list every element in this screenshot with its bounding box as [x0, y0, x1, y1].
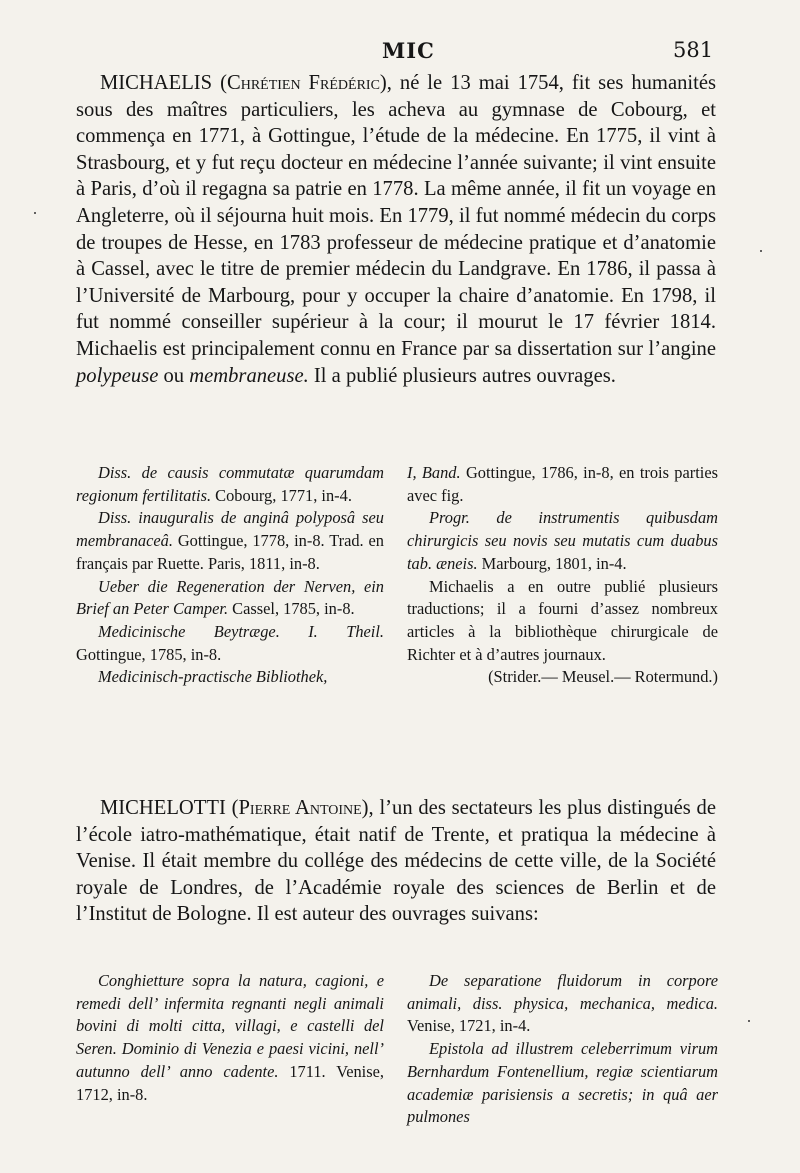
work-item	[76, 666, 384, 689]
work-item	[407, 970, 718, 1038]
entry-michaelis-body	[76, 70, 716, 389]
work-item	[76, 970, 384, 1106]
work-title: Diss. de causis commutatæ quarumdam regionum fertilitatis.	[76, 463, 384, 505]
scan-speck	[760, 250, 762, 252]
entry-italic-term: polypeuse	[76, 364, 159, 387]
work-item	[76, 462, 384, 507]
running-head: MIC	[382, 38, 435, 63]
page-header	[0, 38, 800, 68]
entry-text: , né le 13 mai 1754, fit ses humanités sous des maîtres particuliers, les acheva au gymnase de Cobourg, et commença en 1771, à Gottingue, l’étude de la médecine. En 1775, il vint à Strasbourg, et y fut reçu docteur en médecine l’année suivante; il vint ensuite à Paris, d’où il regagna sa patrie en 1778. La même année, il fit un voyage en Angleterre, où il séjourna huit mois. En 1779, il fut nommé médecin du corps de troupes de Hesse, en 1783 professeur de médecine pratique et d’anatomie à Cassel, avec le titre de premier médecin du Landgrave. En 1786, il passa à l’Université de Marbourg, pour y occuper la chaire d’anatomie. En 1798, il fut nommé conseiller supérieur à la cour; il mourut le 17 février 1814. Michaelis est principalement connu en France par sa dissertation sur l’angine	[76, 72, 716, 360]
entry-text: Il a publié plusieurs autres ouvrages.	[308, 364, 616, 387]
work-item	[407, 507, 718, 575]
entry-sources: (Strider.— Meusel.— Rotermund.)	[488, 667, 718, 687]
entry-michelotti-body	[76, 795, 716, 928]
work-title: De separatione fluidorum in corpore animali, diss. physica, mechanica, medica.	[407, 971, 718, 1013]
entry-text: ou	[158, 364, 190, 387]
works-column-right	[407, 462, 718, 689]
scan-speck	[34, 212, 36, 214]
work-details: Cassel, 1785, in-8.	[228, 599, 355, 619]
work-details: 1711. Venise, 1712, in-8.	[76, 1061, 384, 1104]
works-column-left-2	[76, 970, 384, 1106]
work-title: Ueber die Regeneration der Nerven, ein Brief an Peter Camper.	[76, 576, 384, 619]
work-item	[407, 1038, 718, 1129]
entry-paragraph	[76, 70, 716, 389]
work-title: Conghietture sopra la natura, cagioni, e remedi dell’ infermita regnanti negli animali bovini di molti citta, villagi, e castelli del Seren. Dominio di Venezia e paesi vicini, nell’ autunno dell’ anno cadente.	[76, 971, 384, 1081]
work-title: Diss. inauguralis de anginâ polyposâ seu membranaceâ.	[76, 508, 384, 551]
work-title: Medicinische Beytræge. I. Theil.	[98, 621, 384, 641]
entry-note: Michaelis a en outre publié plusieurs traductions; il a fourni d’assez nombreux articles à la bibliothèque chirurgicale de Richter et à d’autres journaux.	[407, 576, 718, 664]
scan-speck	[748, 1020, 750, 1022]
work-details: Marbourg, 1801, in-4.	[477, 553, 627, 573]
work-item	[76, 576, 384, 621]
entry-forenames: (Chrétien Frédéric)	[220, 72, 387, 94]
work-item	[76, 507, 384, 575]
work-details: Cobourg, 1771, in-4.	[211, 485, 352, 505]
works-column-left	[76, 462, 384, 689]
work-title: Medicinisch-practische Bibliothek,	[98, 667, 328, 687]
work-details: Gottingue, 1785, in-8.	[76, 644, 222, 664]
entry-italic-term: membraneuse.	[189, 364, 309, 387]
work-item	[76, 621, 384, 666]
works-column-right-2	[407, 970, 718, 1129]
page-number: 581	[673, 38, 714, 62]
work-details: Gottingue, 1786, in-8, en trois parties avec fig.	[407, 463, 718, 505]
work-title: I, Band.	[407, 463, 461, 482]
work-item-continuation	[407, 462, 718, 507]
entry-paragraph	[76, 795, 716, 928]
entry-text: , l’un des sectateurs les plus distingués de l’école iatro-mathématique, était natif de Trente, et pratiqua la médecine à Venise. Il était membre du collége des médecins de cette ville, de la Société royale de Londres, de l’Académie royale des sciences de Berlin et de l’Institut de Bologne. Il est auteur des ouvrages suivans:	[76, 797, 716, 926]
entry-forenames: (Pierre Antoine)	[231, 797, 369, 819]
work-title: Epistola ad illustrem celeberrimum virum Bernhardum Fontenellium, regiæ scientiarum academiæ parisiensis a secretis; in quâ aer pulmones	[407, 1039, 718, 1127]
entry-headword: MICHELOTTI	[100, 797, 226, 819]
work-details: Gottingue, 1778, in-8. Trad. en français par Ruette. Paris, 1811, in-8.	[76, 531, 384, 573]
work-details: Venise, 1721, in-4.	[407, 1016, 531, 1036]
entry-headword: MICHAELIS	[100, 72, 213, 94]
work-title: Progr. de instrumentis quibusdam chirurgicis seu novis seu mutatis cum duabus tab. æneis.	[407, 508, 718, 573]
